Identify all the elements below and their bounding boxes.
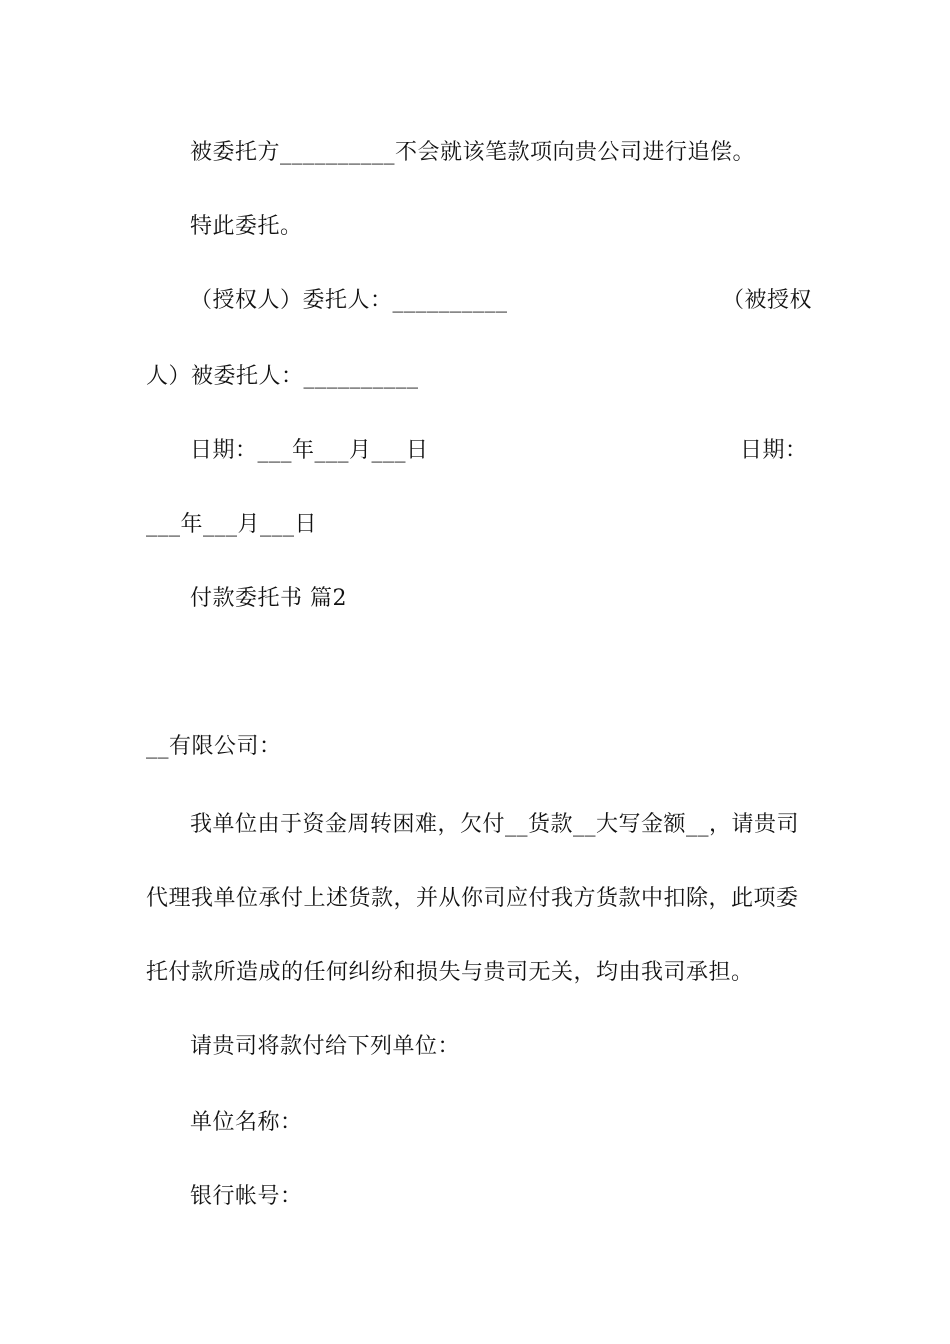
grantee-date-line: ___年___月___日 <box>146 512 318 537</box>
body-paragraph-line-2: 代理我单位承付上述货款，并从你司应付我方货款中扣除，此项委 <box>146 886 799 911</box>
addressee-line: __有限公司： <box>146 734 282 759</box>
paragraph-hereby-entrust: 特此委托。 <box>190 214 303 239</box>
bank-account-field: 银行帐号： <box>190 1184 303 1209</box>
grantee-date-label: 日期： <box>740 438 808 463</box>
grantee-label-start: （被授权 <box>722 288 813 313</box>
paragraph-no-recourse: 被委托方__________不会就该笔款项向贵公司进行追偿。 <box>190 140 756 165</box>
payment-instruction: 请贵司将款付给下列单位： <box>190 1034 461 1059</box>
grantee-signature-line: 人）被委托人：__________ <box>146 364 419 389</box>
section-title: 付款委托书 篇2 <box>190 586 347 611</box>
body-paragraph-line-1: 我单位由于资金周转困难，欠付__货款__大写金额__，请贵司 <box>190 812 800 837</box>
grantor-date-line: 日期：___年___月___日 <box>190 438 429 463</box>
unit-name-field: 单位名称： <box>190 1110 303 1135</box>
body-paragraph-line-3: 托付款所造成的任何纠纷和损失与贵司无关，均由我司承担。 <box>146 960 754 985</box>
grantor-signature-line: （授权人）委托人：__________ <box>190 288 508 313</box>
